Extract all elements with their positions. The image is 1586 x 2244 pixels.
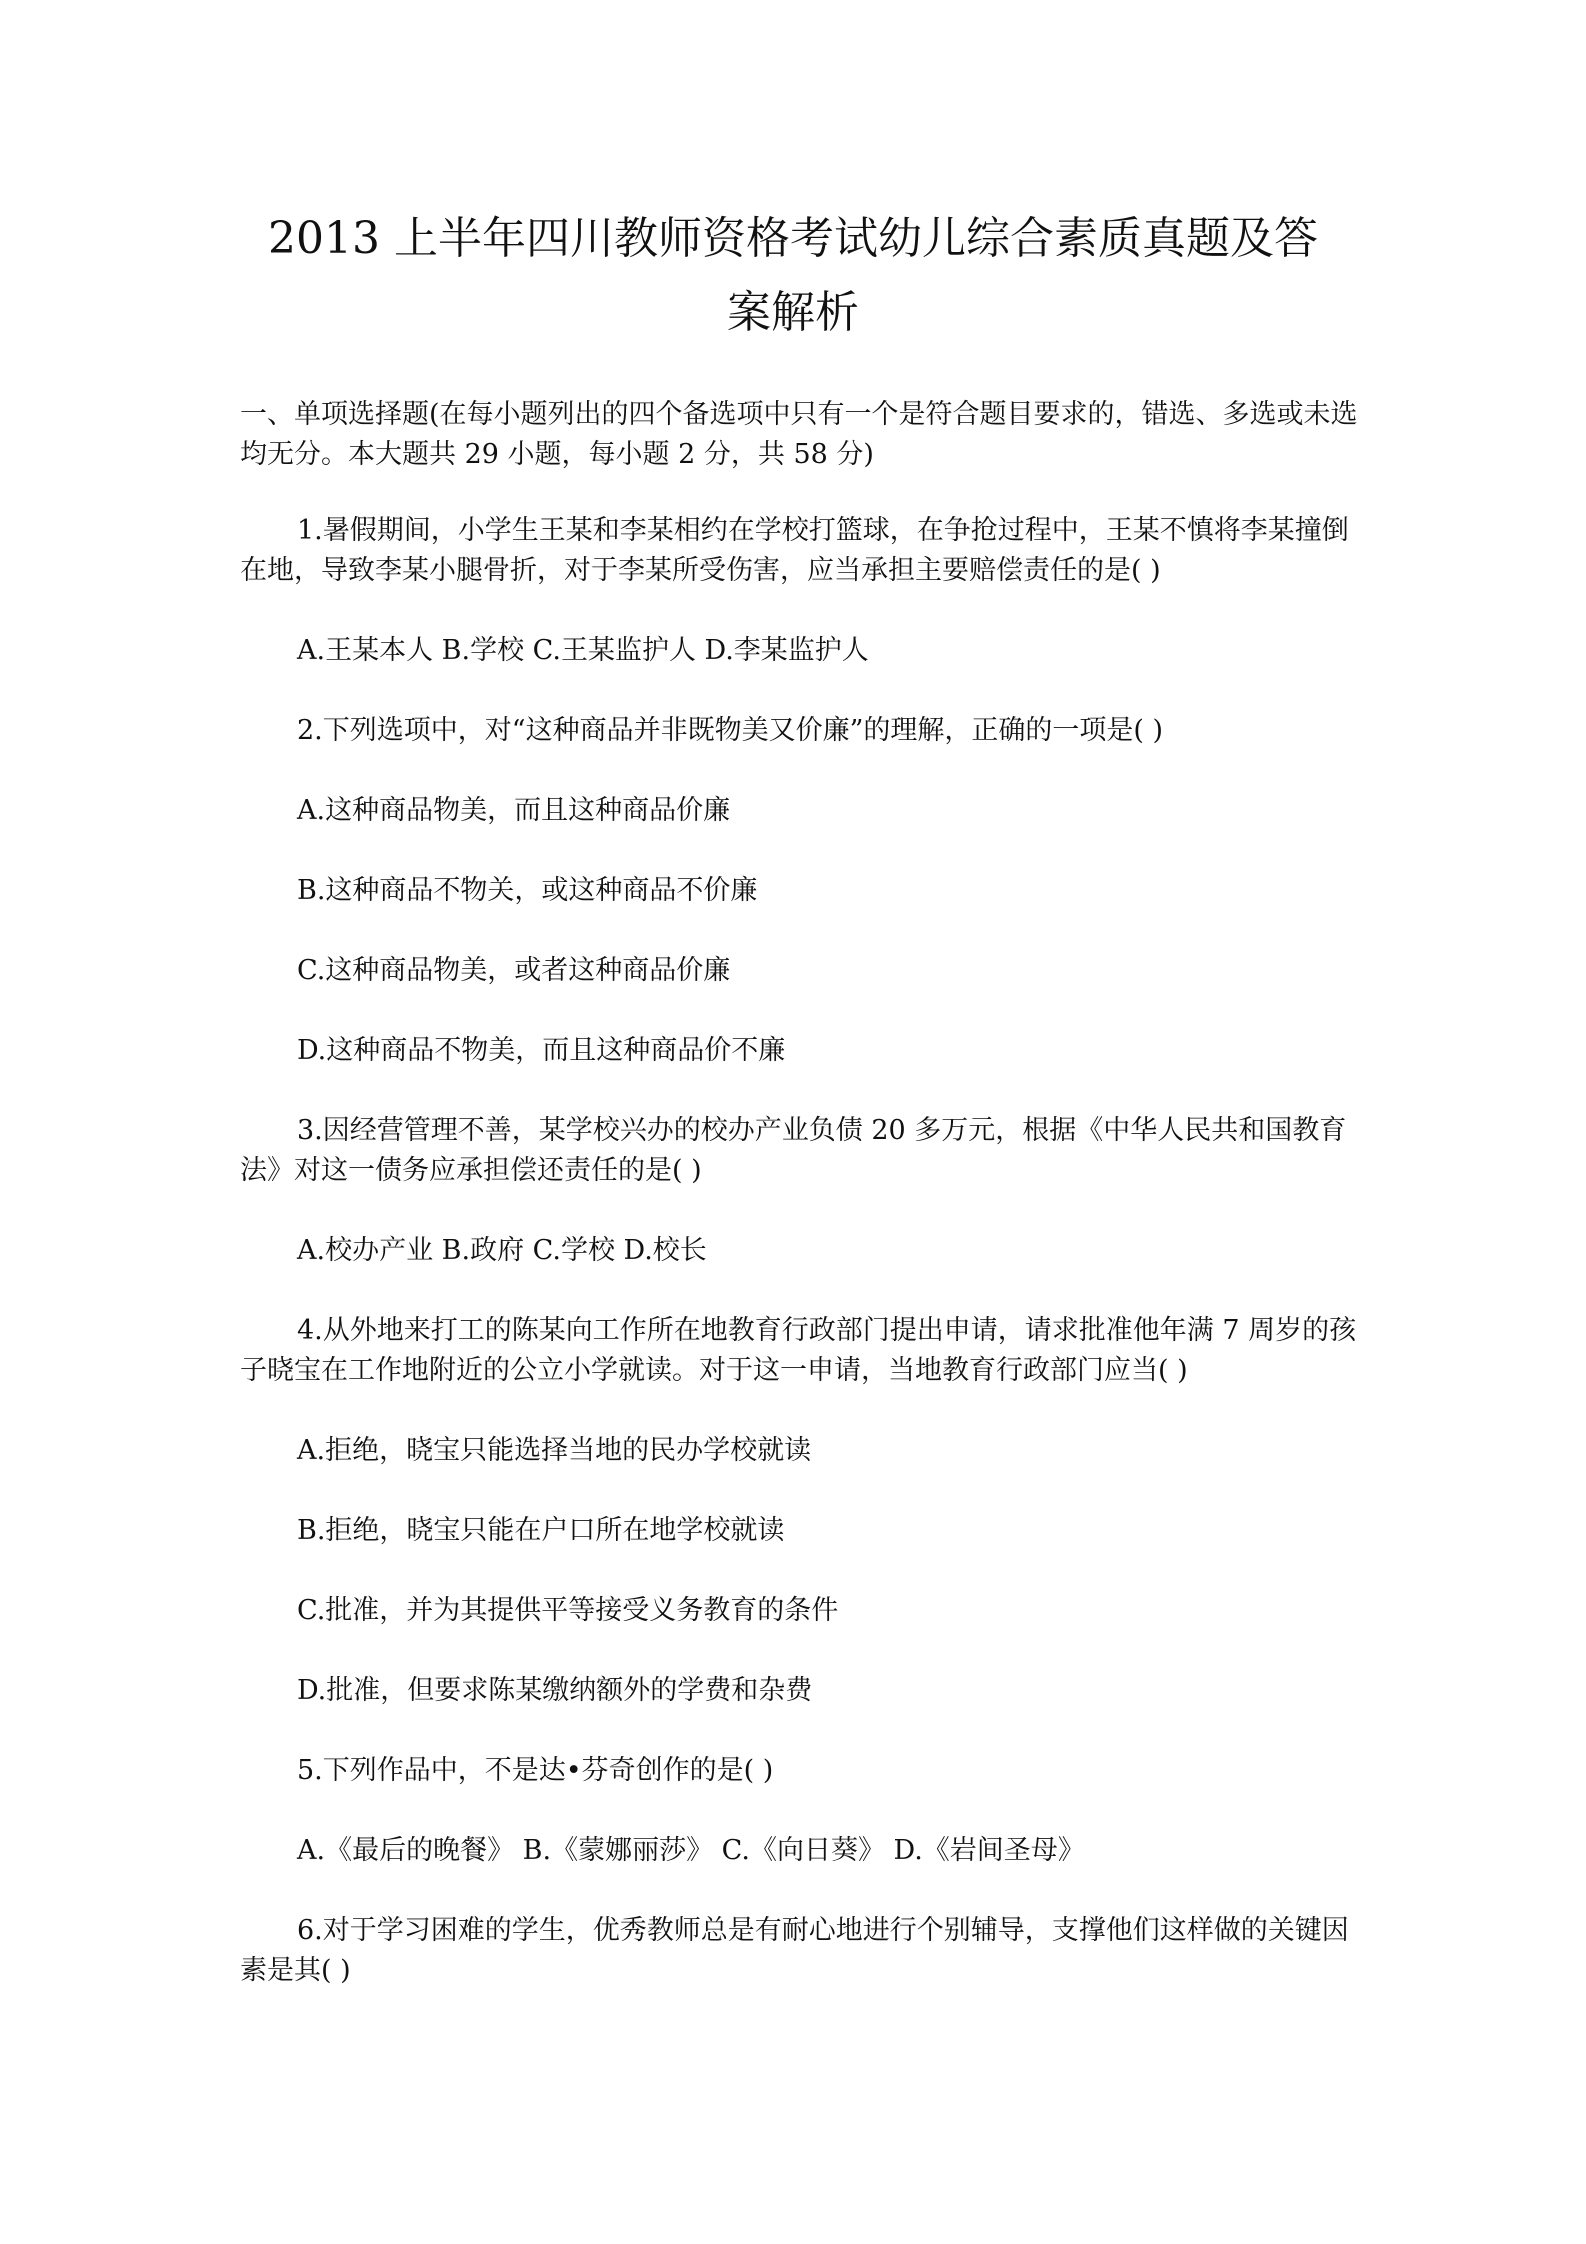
question-4: 4.从外地来打工的陈某向工作所在地教育行政部门提出申请，请求批准他年满 7 周岁的孩子晓宝在工作地附近的公立小学就读。对于这一申请，当地教育行政部门应当( ) xyxy=(240,1315,1357,1386)
question-5: 5.下列作品中，不是达•芬奇创作的是( ) xyxy=(297,1755,774,1786)
question-4-option-d: D.批准，但要求陈某缴纳额外的学费和杂费 xyxy=(297,1675,813,1706)
question-1: 1.暑假期间，小学生王某和李某相约在学校打篮球，在争抢过程中，王某不慎将李某撞倒在地，导致李某小腿骨折，对于李某所受伤害，应当承担主要赔偿责任的是( ) xyxy=(240,515,1349,586)
question-3-options: A.校办产业 B.政府 C.学校 D.校长 xyxy=(297,1235,707,1266)
question-2-option-d: D.这种商品不物美，而且这种商品价不廉 xyxy=(297,1035,786,1066)
question-2-option-c: C.这种商品物美，或者这种商品价廉 xyxy=(297,955,731,986)
question-2-option-a: A.这种商品物美，而且这种商品价廉 xyxy=(297,795,731,826)
question-4-option-c: C.批准，并为其提供平等接受义务教育的条件 xyxy=(297,1595,839,1626)
question-5-options: A.《最后的晚餐》 B.《蒙娜丽莎》 C.《向日葵》 D.《岩间圣母》 xyxy=(297,1835,1085,1866)
question-2-option-b: B.这种商品不物关，或这种商品不价廉 xyxy=(297,875,758,906)
document-body xyxy=(240,395,1360,2031)
section-heading: 一、单项选择题(在每小题列出的四个备选项中只有一个是符合题目要求的，错选、多选或未选均无分。本大题共 29 小题，每小题 2 分，共 58 分) xyxy=(240,399,1358,470)
document-title: 2013 上半年四川教师资格考试幼儿综合素质真题及答案解析 xyxy=(268,213,1318,338)
question-2: 2.下列选项中，对“这种商品并非既物美又价廉”的理解，正确的一项是( ) xyxy=(297,715,1164,746)
question-4-option-a: A.拒绝，晓宝只能选择当地的民办学校就读 xyxy=(297,1435,812,1466)
question-3: 3.因经营管理不善，某学校兴办的校办产业负债 20 多万元，根据《中华人民共和国教育法》对这一债务应承担偿还责任的是( ) xyxy=(240,1115,1347,1186)
question-4-option-b: B.拒绝，晓宝只能在户口所在地学校就读 xyxy=(297,1515,785,1546)
question-1-options: A.王某本人 B.学校 C.王某监护人 D.李某监护人 xyxy=(297,635,869,666)
question-6: 6.对于学习困难的学生，优秀教师总是有耐心地进行个别辅导，支撑他们这样做的关键因素是其( ) xyxy=(240,1915,1349,1986)
